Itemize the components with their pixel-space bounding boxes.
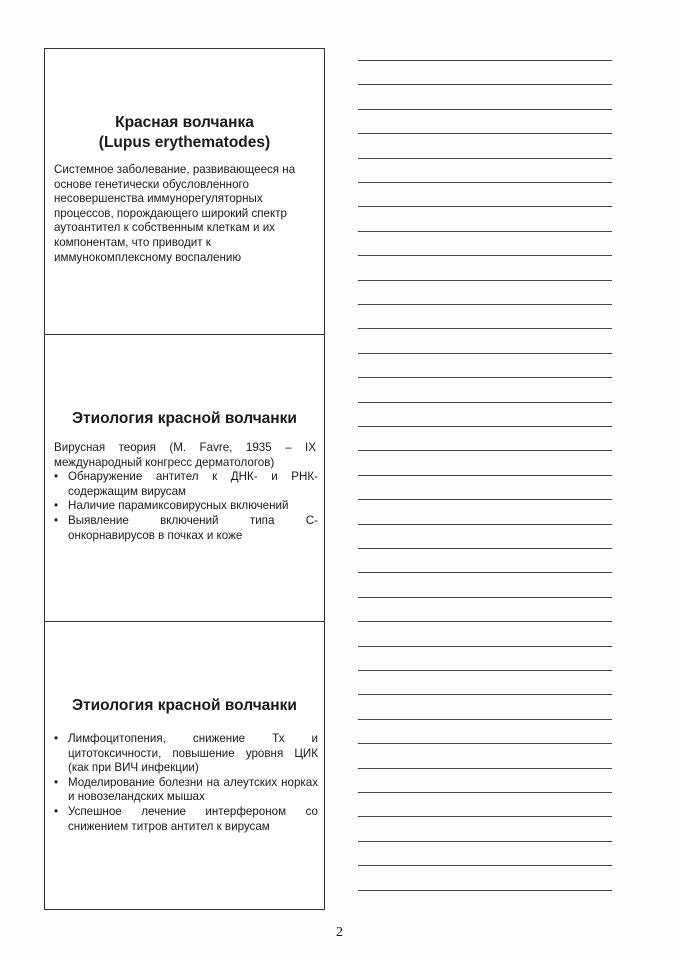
slide-lupus-definition: [44, 48, 325, 335]
page-number: 2: [336, 925, 343, 940]
note-line: [358, 158, 612, 159]
slides-column: [44, 48, 327, 910]
note-line: [358, 280, 612, 281]
slide-etiology-immune: [44, 621, 325, 910]
note-line: [358, 450, 612, 451]
note-line: [358, 572, 612, 573]
note-line: [358, 60, 612, 61]
note-line: [358, 255, 612, 256]
note-line: [358, 84, 612, 85]
note-line: [358, 646, 612, 647]
note-line: [358, 743, 612, 744]
note-line: [358, 426, 612, 427]
note-line: [358, 694, 612, 695]
slide-title: Красная волчанка (Lupus erythematodes): [98, 114, 271, 151]
note-line: [358, 816, 612, 817]
slide-body-text: Системное заболевание, развивающееся на основе генетически обусловленного несовершенства иммунорегуляторных процессов, порождающего широкий спектр аутоантител к собственным клеткам и их компонентам, что приводит к иммунокомплексному воспалению: [54, 163, 296, 264]
slide-title: Этиология красной волчанки: [72, 410, 297, 427]
bullet-item: • Наличие парамиксовирусных включений: [54, 499, 318, 514]
note-line: [358, 182, 612, 183]
note-line: [358, 328, 612, 329]
bullet-item: • Успешное лечение интерфероном со снижением титров антител к вирусам: [54, 805, 318, 834]
note-line: [358, 768, 612, 769]
slide-intro-text: Вирусная теория (M. Favre, 1935 – IX международный конгресс дерматологов): [54, 441, 316, 469]
note-line: [358, 621, 612, 622]
bullet-item: • Обнаружение антител к ДНК- и РНК-содержащим вирусам: [54, 470, 318, 499]
note-line: [358, 890, 612, 891]
bullet-list: [45, 732, 324, 834]
note-line: [358, 719, 612, 720]
slide-etiology-viral: [44, 334, 325, 622]
note-line: [358, 670, 612, 671]
note-line: [358, 133, 612, 134]
note-line: [358, 548, 612, 549]
bullet-list: [45, 470, 324, 543]
note-line: [358, 841, 612, 842]
notes-lines-area: [358, 60, 612, 910]
note-line: [358, 231, 612, 232]
note-line: [358, 524, 612, 525]
note-line: [358, 597, 612, 598]
note-line: [358, 377, 612, 378]
note-line: [358, 475, 612, 476]
note-line: [358, 865, 612, 866]
note-line: [358, 304, 612, 305]
slide-title: Этиология красной волчанки: [72, 697, 297, 714]
note-line: [358, 402, 612, 403]
note-line: [358, 792, 612, 793]
note-line: [358, 206, 612, 207]
note-line: [358, 499, 612, 500]
bullet-item: • Лимфоцитопения, снижение Тх и цитотоксичности, повышение уровня ЦИК (как при ВИЧ инфекции): [54, 732, 318, 776]
note-line: [358, 353, 612, 354]
bullet-item: • Выявление включений типа С-онкорнавирусов в почках и коже: [54, 514, 318, 543]
bullet-item: • Моделирование болезни на алеутских норках и новозеландских мышах: [54, 776, 318, 805]
note-line: [358, 109, 612, 110]
